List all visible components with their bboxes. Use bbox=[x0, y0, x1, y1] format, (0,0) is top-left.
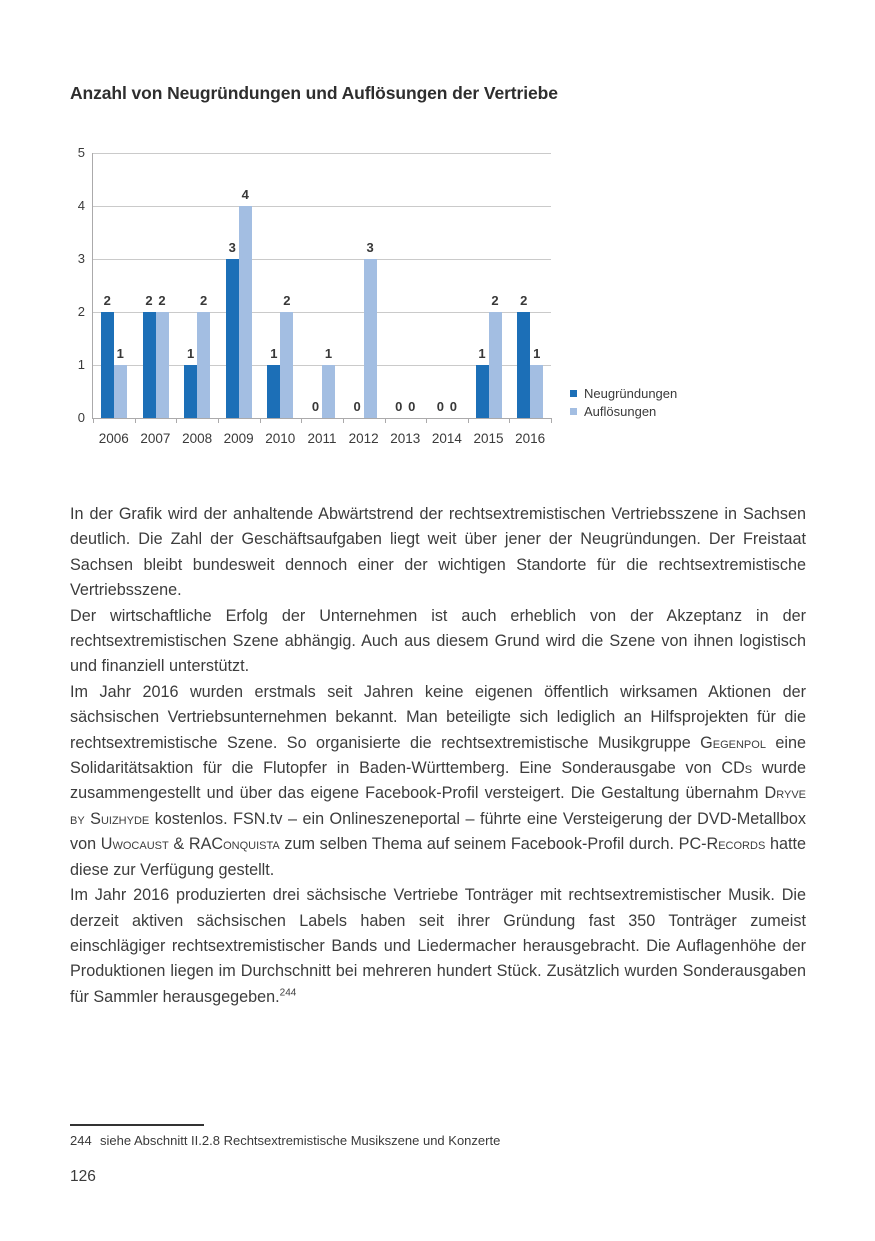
chart-title: Anzahl von Neugründungen und Auflösungen der Vertriebe bbox=[70, 83, 558, 103]
bar-value-label: 1 bbox=[533, 346, 541, 361]
bar bbox=[239, 206, 252, 418]
text-run: wurde zusammengestellt und über das eigene Facebook-Profil versteigert. Die Gestaltung übernahm bbox=[70, 759, 806, 803]
gridline bbox=[93, 259, 551, 260]
bar-value-label: 1 bbox=[478, 346, 486, 361]
x-axis-tick bbox=[135, 418, 136, 423]
bar-value-label: 1 bbox=[270, 346, 278, 361]
bar bbox=[226, 259, 239, 418]
bar-value-label: 0 bbox=[449, 399, 457, 414]
legend-swatch bbox=[570, 408, 577, 415]
x-axis-tick bbox=[385, 418, 386, 423]
bar-chart bbox=[0, 0, 875, 470]
bar-value-label: 0 bbox=[395, 399, 403, 414]
legend-label: Auflösungen bbox=[584, 403, 657, 419]
paragraph bbox=[70, 883, 806, 1010]
x-axis-label: 2008 bbox=[182, 431, 213, 446]
y-axis-label: 2 bbox=[77, 304, 85, 319]
text-run: kostenlos. FSN.tv – ein Onlineszeneportal – führte eine Versteigerung der DVD-Metallbox von bbox=[70, 809, 806, 854]
bar-value-label: 2 bbox=[283, 293, 291, 308]
chart-plot-area bbox=[77, 145, 551, 446]
x-axis-tick bbox=[93, 418, 94, 423]
footnote-number: 244 bbox=[70, 1133, 92, 1148]
bar-value-label: 2 bbox=[199, 293, 208, 308]
paragraph bbox=[70, 502, 806, 604]
x-axis-label: 2015 bbox=[473, 431, 504, 446]
x-axis-tick bbox=[301, 418, 302, 423]
scene-name: RAConquista bbox=[188, 835, 280, 854]
y-axis-label: 1 bbox=[77, 357, 85, 372]
bar bbox=[197, 312, 210, 418]
text-run: zum selben Thema auf seinem Facebook-Profil durch. bbox=[279, 835, 679, 854]
legend-swatch bbox=[570, 390, 577, 397]
scene-name: Dryve by Suizhyde bbox=[70, 784, 806, 828]
y-axis-label: 0 bbox=[77, 410, 85, 425]
chart-legend bbox=[570, 384, 677, 420]
bar-value-label: 0 bbox=[353, 399, 361, 414]
text-run: Der wirtschaftliche Erfolg der Unternehmen ist auch erheblich von der Akzeptanz in der rechtsextremistischen Szene abhängig. Auch aus diesem Grund wird die Szene von ihnen logistisch und finanziell unterstützt. bbox=[70, 606, 806, 676]
bar-value-label: 2 bbox=[491, 293, 499, 308]
bar-value-label: 4 bbox=[241, 187, 249, 202]
footnote-text: siehe Abschnitt II.2.8 Rechtsextremistische Musikszene und Konzerte bbox=[100, 1133, 501, 1148]
bar bbox=[322, 365, 335, 418]
legend-label: Neugründungen bbox=[584, 385, 678, 401]
gridline bbox=[93, 153, 551, 154]
x-axis-label: 2007 bbox=[140, 431, 171, 446]
x-axis-label: 2016 bbox=[515, 431, 546, 446]
bar bbox=[101, 312, 114, 418]
footnote-ref: 244 bbox=[279, 987, 297, 999]
bar-value-label: 2 bbox=[145, 293, 153, 308]
bar-value-label: 2 bbox=[520, 293, 528, 308]
bar bbox=[476, 365, 489, 418]
scene-name: PC-Records bbox=[678, 835, 766, 854]
scene-name: CDs bbox=[721, 759, 753, 778]
x-axis-tick bbox=[260, 418, 261, 423]
y-axis-label: 4 bbox=[77, 198, 85, 213]
bar-value-label: 0 bbox=[436, 399, 444, 414]
paragraph bbox=[70, 680, 806, 883]
bar-value-label: 3 bbox=[228, 240, 236, 255]
bar bbox=[517, 312, 530, 418]
text-run: eine Solidaritätsaktion für die Flutopfer in Baden-Württemberg. Eine Sonderausgabe von bbox=[70, 733, 806, 778]
x-axis-tick bbox=[426, 418, 427, 423]
scene-name: Uwocaust bbox=[100, 835, 169, 854]
bar-value-label: 1 bbox=[186, 346, 195, 361]
bar-value-label: 3 bbox=[366, 240, 374, 255]
bar bbox=[184, 365, 197, 418]
y-axis-label: 3 bbox=[77, 251, 85, 266]
bar bbox=[156, 312, 169, 418]
y-axis-label: 5 bbox=[77, 145, 85, 160]
text-run: Im Jahr 2016 wurden erstmals seit Jahren keine eigenen öffentlich wirksamen Aktionen der sächsischen Vertriebsunternehmen bekannt. Man beteiligte sich lediglich an Hilfsprojekten für die rechtsextremistische Szene. So organisierte die rechtsextremistische Musikgruppe bbox=[70, 682, 806, 752]
bar bbox=[489, 312, 502, 418]
x-axis-label: 2009 bbox=[223, 431, 254, 446]
x-axis-tick bbox=[176, 418, 177, 423]
x-axis-tick bbox=[218, 418, 219, 423]
text-run: Im Jahr 2016 produzierten drei sächsische Vertriebe Tonträger mit rechtsextremistischer Musik. Die derzeit aktiven sächsischen Labels haben seit ihrer Gründung fast 350 Tonträger zumeist einschlägiger rechtsextremistischer Bands und Liedermacher herausgebracht. Die Auflagenhöhe der Produktionen liegen im Durchschnitt bei mehreren hundert Stück. Zusätzlich wurden Sonderausgaben für Sammler herausgegeben. bbox=[70, 886, 806, 1006]
scene-name: Gegenpol bbox=[700, 733, 766, 752]
bar bbox=[280, 312, 293, 418]
x-axis-tick bbox=[509, 418, 510, 423]
bar bbox=[114, 365, 127, 418]
x-axis-label: 2011 bbox=[307, 431, 337, 446]
bar bbox=[143, 312, 156, 418]
text-run: In der Grafik wird der anhaltende Abwärtstrend der rechtsextremistischen Vertriebsszene in Sachsen deutlich. Die Zahl der Geschäftsaufgaben liegt weit über jener der Neugründungen. Der Freistaat Sachsen bleibt bundesweit dennoch einer der wichtigen Standorte für die rechtsextremistische Vertriebsszene. bbox=[70, 505, 806, 600]
x-axis-tick bbox=[551, 418, 552, 423]
page-number: 126 bbox=[70, 1168, 96, 1185]
x-axis-tick bbox=[343, 418, 344, 423]
bar-value-label: 2 bbox=[158, 293, 166, 308]
bar bbox=[530, 365, 543, 418]
x-axis-label: 2006 bbox=[98, 431, 129, 446]
bar-value-label: 1 bbox=[116, 346, 124, 361]
text-run: hatte diese zur Verfügung gestellt. bbox=[70, 835, 806, 879]
x-axis-label: 2013 bbox=[390, 431, 421, 446]
legend-item bbox=[570, 384, 677, 402]
legend-item bbox=[570, 402, 677, 420]
footnote bbox=[70, 1133, 500, 1148]
bar-value-label: 1 bbox=[324, 346, 333, 361]
body-text bbox=[70, 502, 806, 1010]
footnote-separator bbox=[70, 1124, 204, 1126]
bar-value-label: 0 bbox=[408, 399, 416, 414]
text-run: & bbox=[168, 835, 189, 854]
gridline bbox=[93, 206, 551, 207]
x-axis-label: 2010 bbox=[265, 431, 296, 446]
x-axis-tick bbox=[468, 418, 469, 423]
x-axis-label: 2014 bbox=[431, 431, 462, 446]
bar bbox=[267, 365, 280, 418]
x-axis-label: 2012 bbox=[348, 431, 379, 446]
bar-value-label: 0 bbox=[311, 399, 320, 414]
bar-value-label: 2 bbox=[103, 293, 111, 308]
bar bbox=[364, 259, 377, 418]
paragraph bbox=[70, 604, 806, 680]
